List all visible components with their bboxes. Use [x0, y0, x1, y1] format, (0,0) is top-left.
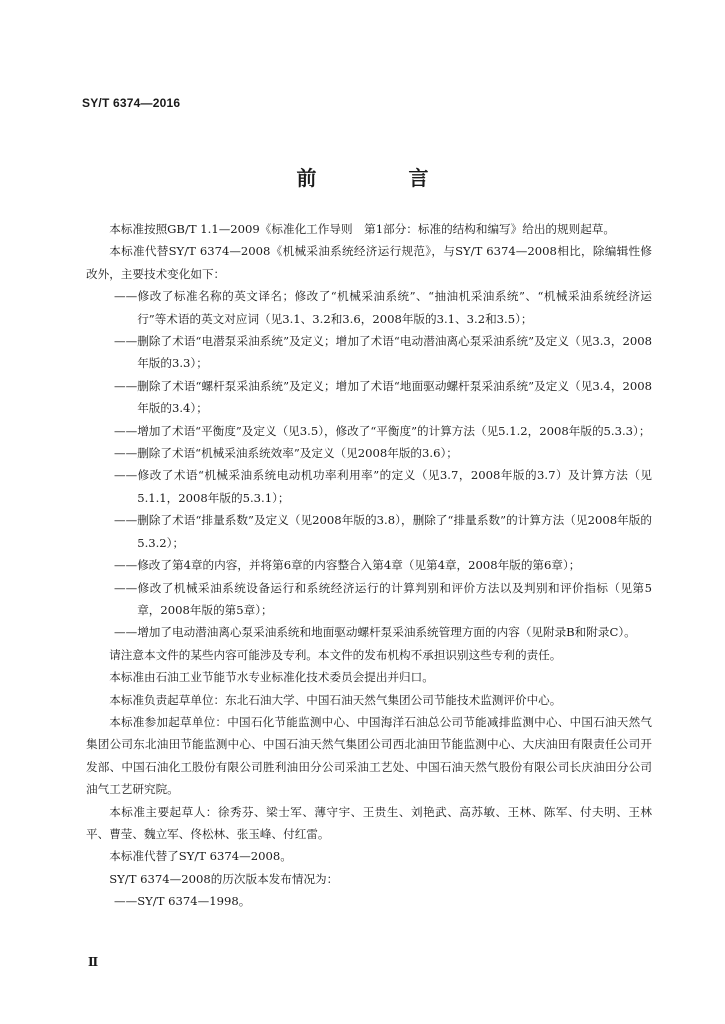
- foreword-body: [86, 218, 652, 913]
- change-list-item: ——修改了标准名称的英文译名；修改了“机械采油系统”、“抽油机采油系统”、“机械采油系统经济运行”等术语的英文对应词（见3.1、3.2和3.6，2008年版的3.1、3.2和3.5）；: [114, 289, 652, 326]
- intro-paragraph: 本标准代替SY/T 6374—2008《机械采油系统经济运行规范》，与SY/T 6374—2008相比，除编辑性修改外，主要技术变化如下：: [86, 244, 652, 281]
- change-list-item: ——删除了术语“螺杆泵采油系统”及定义；增加了术语“地面驱动螺杆泵采油系统”及定义（见3.4，2008年版的3.4）；: [114, 378, 652, 416]
- change-list-item: ——删除了术语“机械采油系统效率”及定义（见2008年版的3.6）；: [114, 446, 458, 461]
- change-list-item: ——删除了术语“电潜泵采油系统”及定义；增加了术语“电动潜油离心泵采油系统”及定义（见3.3，2008年版的3.3）；: [114, 334, 652, 371]
- change-list-item: ——增加了术语“平衡度”及定义（见3.5），修改了“平衡度”的计算方法（见5.1.2，2008年版的5.3.3）；: [114, 423, 651, 438]
- proposer-paragraph: 本标准由石油工业节能节水专业标准化技术委员会提出并归口。: [109, 670, 434, 685]
- intro-paragraph: 本标准按照GB/T 1.1—2009《标准化工作导则 第1部分：标准的结构和编写》给出的规则起草。: [109, 222, 615, 236]
- standard-number-header: SY/T 6374—2016: [82, 96, 181, 110]
- section-title: 前 言: [296, 166, 465, 190]
- participating-drafters-paragraph: 本标准参加起草单位：中国石化节能监测中心、中国海洋石油总公司节能减排监测中心、中国石油天然气集团公司东北油田节能监测中心、中国石油天然气集团公司西北油田节能监测中心、大庆油田有限责任公司开发部、中国石油化工股份有限公司胜利油田分公司采油工艺处、中国石油天然气股份有限公司长庆油田分公司油气工艺研究院。: [86, 714, 652, 797]
- lead-drafter-paragraph: 本标准负责起草单位：东北石油大学、中国石油天然气集团公司节能技术监测评价中心。: [109, 692, 562, 707]
- change-list-item: ——修改了第4章的内容，并将第6章的内容整合入第4章（见第4章，2008年版的第6章）；: [114, 558, 581, 573]
- main-drafters-paragraph: 本标准主要起草人：徐秀芬、梁士军、薄守宇、王贵生、刘艳武、高苏敏、王林、陈军、付夫明、王林平、曹莹、魏立军、佟松林、张玉峰、付红雷。: [86, 804, 652, 841]
- history-intro: SY/T 6374—2008的历次版本发布情况为：: [109, 871, 339, 886]
- change-list-item: ——修改了机械采油系统设备运行和系统经济运行的计算判别和评价方法以及判别和评价指标（见第5章，2008年版的第5章）；: [114, 580, 652, 617]
- replaces-paragraph: 本标准代替了SY/T 6374—2008。: [109, 849, 292, 864]
- patent-notice: 请注意本文件的某些内容可能涉及专利。本文件的发布机构不承担识别这些专利的责任。: [109, 647, 562, 662]
- change-list-item: ——删除了术语“排量系数”及定义（见2008年版的3.8），删除了“排量系数”的计算方法（见2008年版的5.3.2）；: [114, 513, 652, 550]
- history-list-item: ——SY/T 6374—1998。: [114, 894, 251, 909]
- change-list-item: ——增加了电动潜油离心泵采油系统和地面驱动螺杆泵采油系统管理方面的内容（见附录B和附录C）。: [114, 625, 636, 640]
- change-list-item: ——修改了术语“机械采油系统电动机功率利用率”的定义（见3.7，2008年版的3.7）及计算方法（见5.1.1，2008年版的5.3.1）；: [114, 468, 652, 505]
- page-number: Ⅱ: [88, 955, 99, 969]
